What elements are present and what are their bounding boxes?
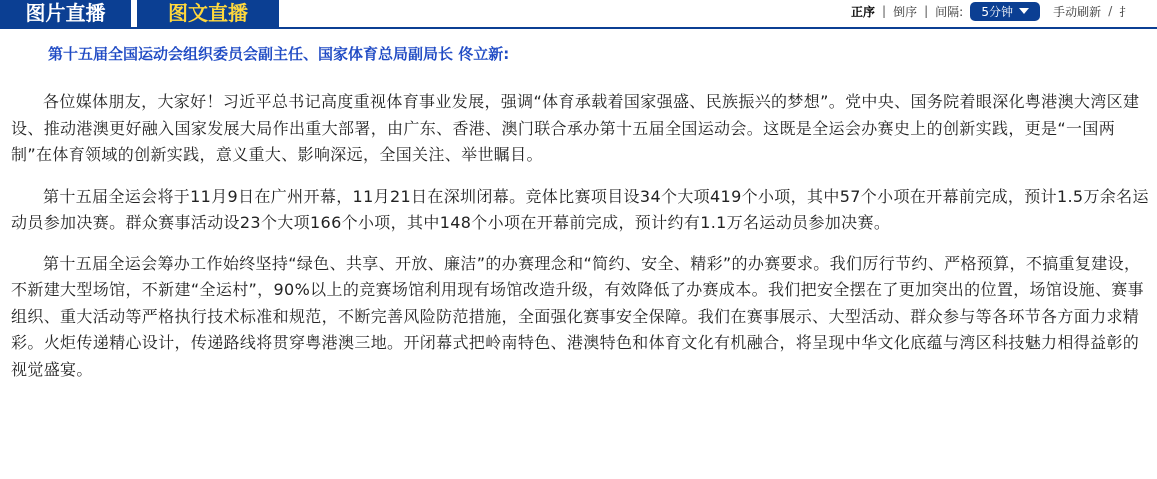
speaker-heading: 第十五届全国运动会组织委员会副主任、国家体育总局副局长 佟立新:: [48, 45, 510, 63]
manual-refresh-button[interactable]: 手动刷新: [1053, 4, 1102, 19]
truncated-control[interactable]: 扌: [1119, 4, 1132, 19]
chevron-down-icon: [1019, 8, 1029, 14]
sort-descending-button[interactable]: 倒序: [893, 4, 918, 19]
article-paragraph: 第十五届全运会筹办工作始终坚持“绿色、共享、开放、廉洁”的办赛理念和“简约、安全、精彩”的办赛要求。我们厉行节约、严格预算，不搞重复建设，不新建大型场馆，不新建“全运村”，90%以上的竞赛场馆利用现有场馆改造升级，有效降低了办赛成本。我们把安全摆在了更加突出的位置，场馆设施、赛事组织、重大活动等严格执行技术标准和规范，不断完善风险防范措施，全面强化赛事安全保障。我们在赛事展示、大型活动、群众参与等各环节各方面力求精彩。火炬传递精心设计，传递路线将贯穿粤港澳三地。开闭幕式把岭南特色、港澳特色和体育文化有机融合，将呈现中华文化底蕴与湾区科技魅力相得益彰的视觉盛宴。: [11, 253, 1144, 379]
live-controls: [851, 0, 1131, 22]
live-article: [11, 44, 1151, 383]
article-paragraph: 各位媒体朋友，大家好！习近平总书记高度重视体育事业发展，强调“体育承载着国家强盛、民族振兴的梦想”。党中央、国务院着眼深化粤港澳大湾区建设、推动港澳更好融入国家发展大局作出重大部署，由广东、香港、澳门联合承办第十五届全国运动会。这既是全运会办赛史上的创新实践，更是“一国两制”在体育领域的创新实践，意义重大、影响深远，全国关注、举世瞩目。: [11, 92, 1140, 164]
divider: |: [882, 4, 887, 18]
tab-text-live[interactable]: 图文直播: [137, 0, 279, 29]
divider: |: [924, 4, 929, 18]
interval-label: 间隔:: [935, 4, 964, 19]
article-paragraph: 第十五届全运会将于11月9日在广州开幕，11月21日在深圳闭幕。竞体比赛项目设34个大项419个小项，其中57个小项在开幕前完成，预计1.5万余名运动员参加决赛。群众赛事活动设23个大项166个小项，其中148个小项在开幕前完成，预计约有1.1万名运动员参加决赛。: [11, 186, 1149, 232]
tab-photo-live[interactable]: 图片直播: [0, 0, 131, 29]
top-bar: [0, 0, 1157, 29]
interval-value: 5分钟: [981, 4, 1013, 19]
interval-select[interactable]: [970, 2, 1040, 21]
divider: /: [1108, 4, 1113, 18]
sort-ascending-button[interactable]: 正序: [851, 4, 876, 19]
